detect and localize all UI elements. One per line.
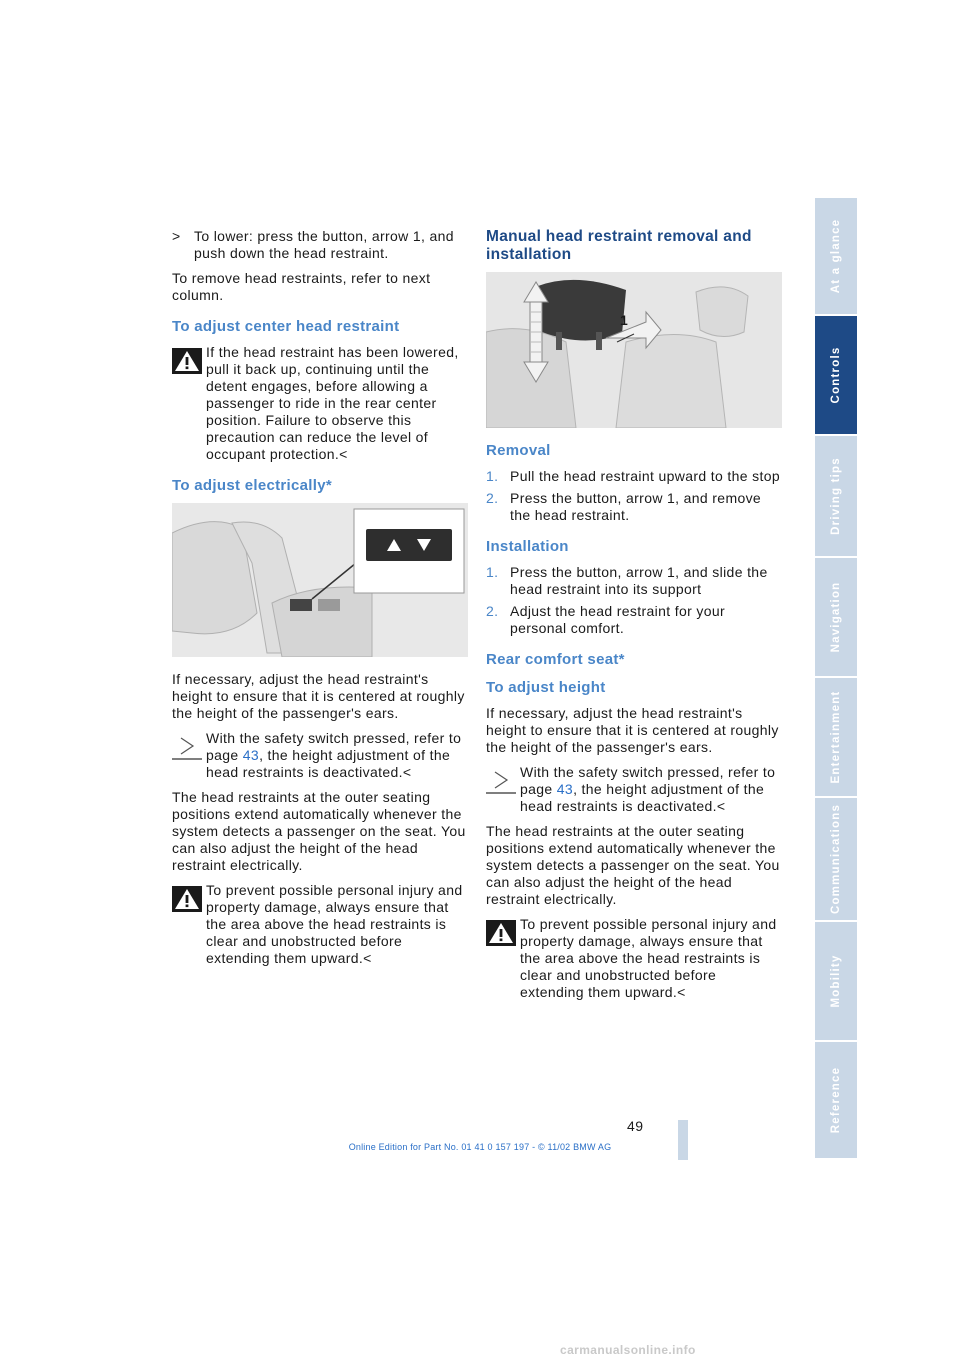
step-number: 2.: [486, 603, 499, 619]
warning-icon: [172, 886, 202, 912]
bullet-text: To lower: press the button, arrow 1, and push down the head restraint.: [194, 228, 454, 261]
step-text: Press the button, arrow 1, and slide the head restraint into its support: [510, 564, 768, 597]
safety-switch-note-text: [486, 764, 782, 815]
warning-icon: [172, 348, 202, 374]
rear-comfort-seat-heading: Rear comfort seat*: [486, 651, 625, 668]
safety-switch-note-text: [172, 730, 468, 781]
warning-icon: [486, 920, 516, 946]
bullet-lower: [172, 228, 468, 262]
height-paragraph: If necessary, adjust the head restraint's height to ensure that it is centered at roughly the height of the passenger's ears.: [486, 705, 779, 755]
tab-navigation[interactable]: [815, 558, 857, 678]
injury-warning-text: To prevent possible personal injury and property damage, always ensure that the area above the head restraints is clear and unobstructed before extending them upward.<: [206, 882, 463, 966]
center-restraint-heading: To adjust center head restraint: [172, 318, 400, 335]
note-text-after: , the height adjustment of the head restraints is deactivated.<: [206, 747, 451, 780]
safety-switch-note: [172, 730, 468, 781]
step-number: 1.: [486, 564, 499, 580]
removal-step: [486, 468, 782, 485]
step-number: 2.: [486, 490, 499, 506]
installation-heading: Installation: [486, 538, 569, 555]
removal-steps: [486, 468, 782, 524]
electric-adjust-heading: To adjust electrically*: [172, 477, 333, 494]
step-number: 1.: [486, 468, 499, 484]
outer-seating-paragraph: The head restraints at the outer seating positions extend automatically whenever the system detects a passenger on the seat. You can also adjust the height of the head restraint electrically.: [172, 789, 466, 873]
injury-warning: [486, 916, 782, 1001]
note-text-before: With the safety switch pressed, refer to page: [520, 764, 776, 797]
removal-step: [486, 490, 782, 524]
note-text-before: With the safety switch pressed, refer to page: [206, 730, 462, 763]
step-text: Press the button, arrow 1, and remove the head restraint.: [510, 490, 762, 523]
installation-step: [486, 603, 782, 637]
adjust-height-heading: To adjust height: [486, 679, 606, 696]
tab-label: At a glance: [830, 218, 842, 294]
page-number: 49: [627, 1118, 644, 1134]
page-43-link[interactable]: 43: [556, 781, 574, 797]
injury-warning-text: To prevent possible personal injury and property damage, always ensure that the area above the head restraints is clear and unobstructed before extending them upward.<: [520, 916, 777, 1000]
tab-label: Controls: [830, 346, 842, 404]
tab-driving-tips[interactable]: [815, 436, 857, 558]
remove-paragraph: To remove head restraints, refer to next column.: [172, 270, 431, 303]
tab-label: Navigation: [830, 581, 842, 653]
tab-at-a-glance[interactable]: [815, 198, 857, 316]
step-text: Pull the head restraint upward to the stop: [510, 468, 780, 484]
arrow-1-label: 1: [620, 312, 629, 328]
removal-heading: Removal: [486, 442, 551, 459]
watermark: carmanualsonline.info: [560, 1343, 696, 1357]
outer-seating-paragraph: The head restraints at the outer seating positions extend automatically whenever the system detects a passenger on the seat. You can also adjust the height of the head restraint electrically.: [486, 823, 780, 907]
tab-label: Communications: [830, 803, 842, 915]
step-text: Adjust the head restraint for your personal comfort.: [510, 603, 726, 636]
note-text-after: , the height adjustment of the head restraints is deactivated.<: [520, 781, 765, 814]
tab-mobility[interactable]: [815, 922, 857, 1042]
electric-paragraph: If necessary, adjust the head restraint's height to ensure that it is centered at roughly the height of the passenger's ears.: [172, 671, 465, 721]
center-warning-text: If the head restraint has been lowered, pull it back up, continuing until the detent engages, before allowing a passenger to ride in the rear center position. Failure to observe this precaution can reduce the level of occupant protection.<: [206, 344, 459, 462]
installation-step: [486, 564, 782, 598]
tab-label: Reference: [830, 1066, 842, 1134]
tab-label: Entertainment: [830, 690, 842, 784]
seat-switch-drawing: [172, 503, 468, 657]
seat-switch-illustration: [172, 503, 468, 657]
page-43-link[interactable]: 43: [242, 747, 260, 763]
tab-communications[interactable]: [815, 798, 857, 922]
bullet-marker: >: [172, 228, 181, 244]
note-arrow-icon: [486, 768, 516, 794]
head-restraint-drawing: [486, 272, 782, 428]
left-column: [172, 228, 468, 975]
center-warning: [172, 344, 468, 463]
note-arrow-icon: [172, 734, 202, 760]
safety-switch-note: [486, 764, 782, 815]
head-restraint-illustration: [486, 272, 782, 428]
injury-warning: [172, 882, 468, 967]
tab-label: Mobility: [830, 954, 842, 1008]
tab-label: Driving tips: [830, 457, 842, 535]
footer-edition: Online Edition for Part No. 01 41 0 157 197 - © 11/02 BMW AG: [348, 1142, 612, 1152]
tab-controls[interactable]: [815, 316, 857, 436]
section-tabs: [815, 198, 857, 1160]
manual-removal-heading: Manual head restraint removal and installation: [486, 228, 752, 263]
installation-steps: [486, 564, 782, 637]
right-column: [486, 228, 782, 1009]
tab-entertainment[interactable]: [815, 678, 857, 798]
page-number-bar: [678, 1120, 688, 1160]
